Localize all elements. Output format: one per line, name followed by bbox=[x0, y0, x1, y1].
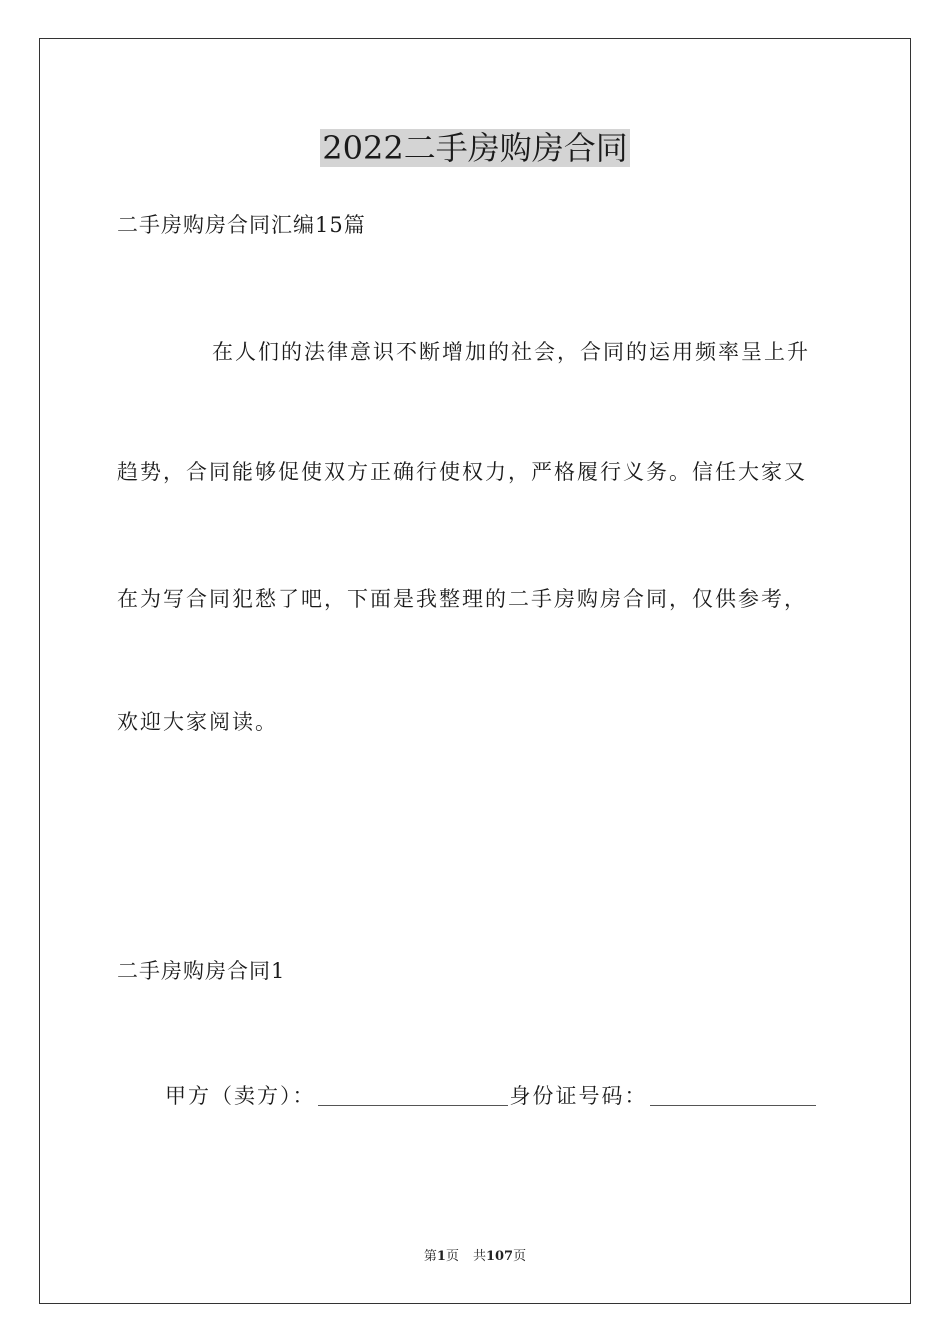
document-title bbox=[0, 128, 950, 168]
footer-page-prefix: 第 bbox=[423, 1249, 437, 1264]
footer-page-number: 1 bbox=[436, 1249, 446, 1264]
footer-total-suffix: 页 bbox=[513, 1249, 527, 1264]
party-a-row bbox=[165, 1082, 818, 1110]
intro-line-2: 趋势，合同能够促使双方正确行使权力，严格履行义务。信任大家又 bbox=[117, 460, 807, 484]
document-subtitle: 二手房购房合同汇编15篇 bbox=[117, 213, 366, 237]
intro-line-1: 在人们的法律意识不断增加的社会，合同的运用频率呈上升 bbox=[212, 340, 810, 364]
intro-line-4: 欢迎大家阅读。 bbox=[117, 710, 278, 734]
party-a-label: 甲方（卖方）： bbox=[165, 1084, 316, 1108]
document-title-text: 2022二手房购房合同 bbox=[322, 129, 628, 167]
id-number-blank[interactable] bbox=[650, 1083, 816, 1106]
page-footer bbox=[0, 1248, 950, 1266]
intro-line-3: 在为写合同犯愁了吧，下面是我整理的二手房购房合同，仅供参考， bbox=[117, 587, 807, 611]
party-a-name-blank[interactable] bbox=[318, 1083, 508, 1106]
section-heading: 二手房购房合同1 bbox=[117, 959, 286, 983]
id-number-label: 身份证号码： bbox=[509, 1084, 648, 1108]
footer-total-pages: 107 bbox=[485, 1249, 514, 1264]
footer-page-suffix: 页 bbox=[445, 1249, 459, 1264]
footer-total-prefix: 共 bbox=[472, 1249, 486, 1264]
